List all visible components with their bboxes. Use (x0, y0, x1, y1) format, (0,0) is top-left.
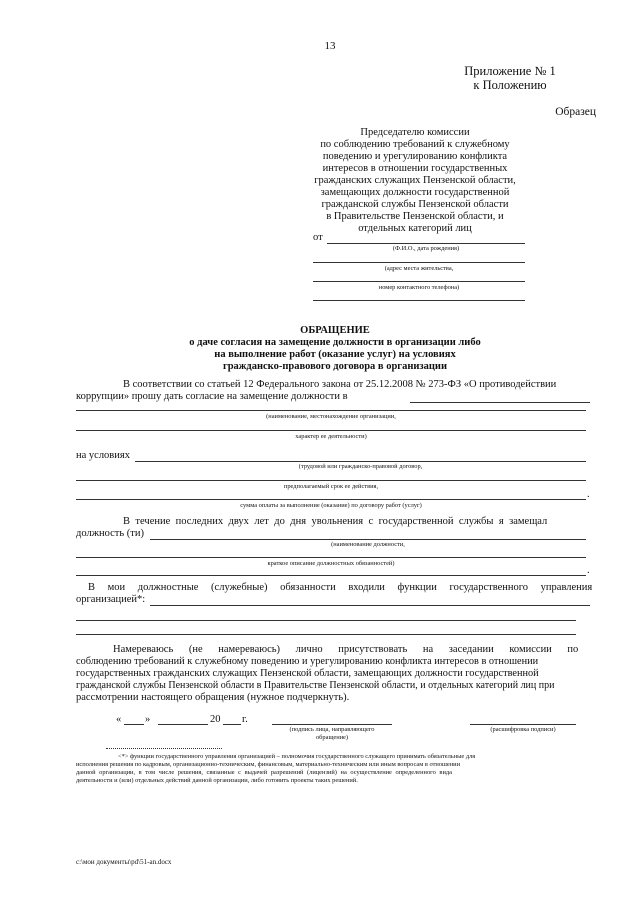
fio-field[interactable] (327, 243, 525, 244)
functions-field-2[interactable] (76, 620, 576, 621)
from-label: от (313, 232, 323, 243)
addressee-line: в Правительстве Пензенской области, и (326, 211, 504, 222)
caption-sum: сумма оплаты за выполнение (оказание) по договору работ (услуг) (240, 502, 422, 509)
date-open-quote: « (116, 714, 122, 725)
footnote-separator (106, 748, 222, 749)
year-suffix: г. (242, 714, 248, 725)
footnote-line-4: деятельности и (или) отдельных действий данной организации, либо готовить проекты таких решений. (76, 777, 358, 784)
document-subtitle-2: на выполнение работ (оказание услуг) на условиях (214, 349, 456, 360)
paragraph-3-line-1: В мои должностные (служебные) обязанности входили функции государственного управления (88, 582, 593, 593)
footnote-line-3: данной организации, в том числе решения, связанные с выдачей разрешений (лицензий) на осуществление определенного вида (76, 769, 452, 776)
year-prefix: 20 (210, 714, 221, 725)
date-close-quote: » (145, 714, 151, 725)
appendix-line1: Приложение № 1 (464, 64, 556, 78)
caption-signature-1: (подпись лица, направляющего (289, 726, 375, 733)
paragraph-2-line-1: В течение последних двух лет до дня увольнения с государственной службы я замещал (123, 516, 548, 527)
address-field[interactable] (313, 262, 525, 263)
caption-phone: номер контактного телефона) (378, 284, 460, 291)
functions-field-3[interactable] (76, 634, 576, 635)
addressee-line: интересов в отношении государственных (322, 163, 508, 174)
caption-decryption: (расшифровка подписи) (490, 726, 556, 733)
functions-field[interactable] (150, 605, 590, 606)
name-decryption-field[interactable] (470, 724, 576, 725)
address-field-2[interactable] (313, 281, 525, 282)
former-position-field[interactable] (150, 539, 586, 540)
document-title: ОБРАЩЕНИЕ (300, 325, 370, 336)
paragraph-4-line-4: гражданской службы Пензенской области в Правительстве Пензенской области, и отдельных категорий лиц при (76, 680, 555, 691)
document-subtitle-3: гражданско-правового договора в организации (222, 361, 448, 372)
date-day-field[interactable] (124, 724, 144, 725)
period-mark: . (587, 565, 590, 576)
duties-field[interactable] (76, 557, 586, 558)
caption-address: (адрес места жительства, (384, 265, 454, 272)
paragraph-1-line-1: В соответствии со статьей 12 Федерального закона от 25.12.2008 № 273-ФЗ «О противодействии (123, 379, 557, 390)
addressee-line: Председателю комиссии (360, 127, 470, 138)
document-subtitle-1: о даче согласия на замещение должности в организации либо (189, 337, 481, 348)
activity-field[interactable] (76, 430, 586, 431)
footnote-line-2: исполнения решения по кадровым, организационно-техническим, финансовым, материально-техническим или иным вопросам в отношении (76, 761, 461, 768)
caption-activity: характер ее деятельности) (295, 433, 367, 440)
addressee-line: поведению и урегулированию конфликта (322, 151, 508, 162)
caption-duties: краткое описание должностных обязанностей) (267, 560, 395, 567)
addressee-block (300, 127, 530, 235)
addressee-line: отдельных категорий лиц (358, 223, 472, 234)
date-month-field[interactable] (158, 724, 208, 725)
caption-fio: (Ф.И.О., дата рождения) (392, 245, 460, 252)
addressee-line: гражданской службы Пензенской области (321, 199, 509, 210)
addressee-line: гражданских служащих Пензенской области, (314, 175, 516, 186)
addressee-line: замещающих должности государственной (320, 187, 510, 198)
paragraph-4-line-3: государственных гражданских служащих Пензенской области, замещающих должности государственной (76, 668, 539, 679)
paragraph-4-line-5: рассмотрении настоящего обращения (нужное подчеркнуть). (76, 692, 350, 703)
term-field[interactable] (76, 480, 586, 481)
organization-field[interactable] (76, 410, 586, 411)
paragraph-4-line-2: соблюдению требований к служебному поведению и урегулированию конфликта интересов в отношении (76, 656, 539, 667)
file-path: c:\мои документы\pd\51-an.docx (76, 858, 172, 866)
caption-contract: (трудовой или гражданско-правовой договор, (298, 463, 423, 470)
page-number: 13 (324, 40, 336, 52)
date-year-field[interactable] (223, 724, 241, 725)
position-field[interactable] (410, 402, 590, 403)
caption-organization: (наименование, местонахождение организации, (266, 413, 396, 420)
contract-field[interactable] (135, 461, 586, 462)
duties-field-2[interactable] (76, 575, 586, 576)
conditions-label: на условиях (76, 450, 130, 461)
sample-label: Образец (555, 106, 596, 118)
sum-field[interactable] (76, 499, 586, 500)
paragraph-4-line-1: Намереваюсь (не намереваюсь) лично присутствовать на заседании комиссии по (113, 644, 579, 655)
appendix-line2: к Положению (473, 78, 547, 92)
signature-field[interactable] (272, 724, 392, 725)
caption-term: предполагаемый срок ее действия, (283, 483, 379, 490)
caption-signature-2: обращение) (315, 734, 349, 741)
paragraph-1-line-2: коррупции» прошу дать согласие на замещение должности в (76, 391, 348, 402)
period-mark: . (587, 489, 590, 500)
phone-field[interactable] (313, 300, 525, 301)
caption-position: (наименование должности, (331, 541, 405, 548)
addressee-line: по соблюдению требований к служебному (320, 139, 510, 150)
paragraph-3-line-2: организацией*: (76, 594, 146, 605)
footnote-line-1: <*> функции государственного управления организацией – полномочия государственного служащего принимать обязательные для (118, 753, 476, 760)
paragraph-2-line-2: должность (ти) (76, 528, 144, 539)
